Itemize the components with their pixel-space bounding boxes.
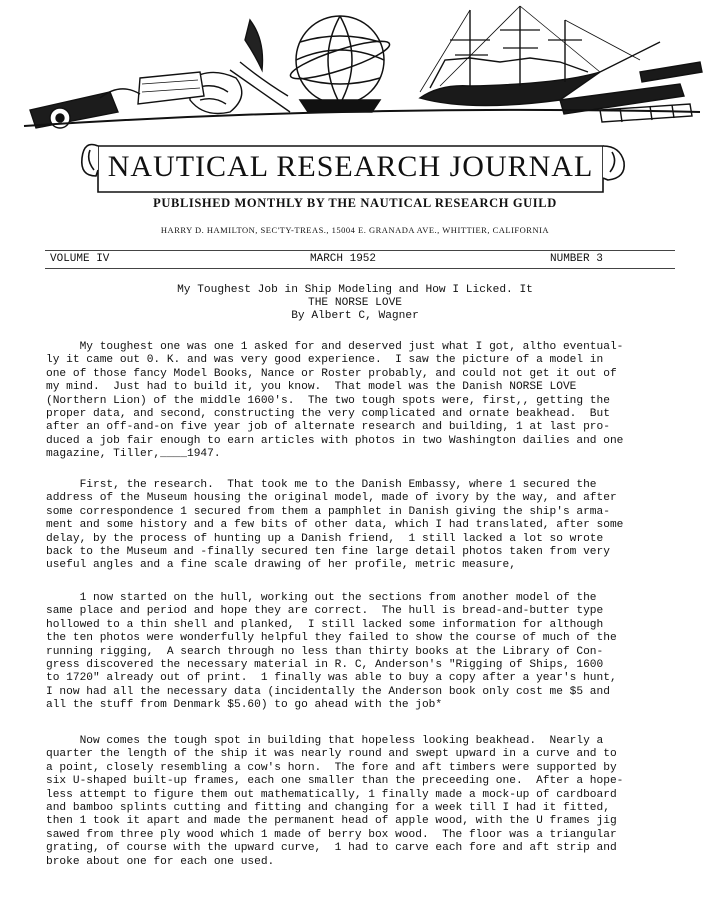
text-line: grating, of course with the upward curve, 1 had to carve each fore and aft strip and — [46, 842, 617, 855]
text-line: Now comes the tough spot in building that hopeless looking beakhead. Nearly a — [46, 735, 604, 747]
publisher-line: PUBLISHED MONTHLY BY THE NAUTICAL RESEARCH GUILD — [153, 196, 557, 210]
article-byline: By Albert C, Wagner — [291, 310, 419, 322]
text-line: duced a job fair enough to earn articles with photos in two Washington dailies and one — [46, 434, 624, 447]
volume-label: VOLUME IV — [50, 253, 110, 265]
text-line: one of those fancy Model Books, Nance or Roster probably, and could not get it out of — [46, 367, 617, 380]
text-line: all the stuff from Denmark $5.60) to go ahead with the job* — [46, 699, 443, 712]
text-line: some correspondence 1 secured from them a pamphlet in Danish giving the ship's arma- — [46, 505, 610, 518]
text-line: ly it came out 0. K. and was very good experience. I saw the picture of a model in — [46, 354, 604, 367]
instruments-drawing — [30, 20, 290, 128]
article-subtitle: THE NORSE LOVE — [308, 297, 402, 309]
text-line: address of the Museum housing the original model, made of ivory by the way, and after — [46, 492, 617, 505]
text-line: First, the research. That took me to the Danish Embassy, where 1 secured the — [46, 479, 597, 491]
text-line: hollowed to a thin shell and planked, I still lacked some information for although — [46, 618, 604, 631]
text-line: broke about one for each one used. — [46, 855, 275, 868]
text-line: running rigging, A search through no less than thirty books at the Library of Con- — [46, 645, 604, 658]
issue-date: MARCH 1952 — [310, 253, 377, 265]
text-line: My toughest one was one 1 asked for and deserved just what I got, altho eventual- — [46, 341, 624, 353]
issue-number: NUMBER 3 — [550, 253, 603, 265]
paragraph-3 — [46, 592, 670, 713]
text-line: useful angles and a fine scale drawing of her profile, metric measure, — [46, 559, 516, 572]
text-line: then 1 took it apart and made the permanent head of apple wood, with the U frames jig — [46, 815, 617, 828]
text-line: less attempt to figure them out mathematically, 1 finally made a mock-up of cardboard — [46, 788, 617, 801]
text-line: sawed from three ply wood which 1 made of berry box wood. The floor was a triangular — [46, 828, 617, 841]
issue-rule-top — [45, 250, 675, 251]
text-line: (Northern Lion) of the middle 1600's. The two tough spots were, first,, getting the — [46, 394, 610, 407]
text-line: back to the Museum and -finally secured ten fine large detail photos taken from very — [46, 546, 610, 559]
article-title: My Toughest Job in Ship Modeling and How I Licked. It — [177, 284, 533, 296]
text-line: my mind. Just had to build it, you know. That model was the Danish NORSE LOVE — [46, 381, 577, 394]
text-line: and bamboo splints cutting and fitting and changing for a week till I had it fitted, — [46, 802, 610, 815]
telescope-drawing — [560, 62, 702, 122]
text-line: the ten photos were wonderfully helpful they failed to show the course of much of the — [46, 632, 617, 645]
address-line: HARRY D. HAMILTON, SEC'TY-TREAS., 15004 E. GRANADA AVE., WHITTIER, CALIFORNIA — [160, 225, 550, 235]
text-line: magazine, Tiller,____1947. — [46, 448, 221, 461]
text-line: delay, by the process of hunting up a Danish friend, 1 still lacked a lot so wrote — [46, 532, 604, 545]
text-line: six U-shaped built-up frames, each one smaller than the preceeding one. After a hope- — [46, 775, 624, 788]
text-line: 1 now started on the hull, working out the sections from another model of the — [46, 592, 597, 604]
text-line: ment and some history and a few bits of other data, which I had translated, after some — [46, 519, 624, 532]
issue-rule-bottom — [45, 268, 675, 269]
text-line: gress discovered the necessary material in R. C, Anderson's "Rigging of Ships, 1600 — [46, 659, 604, 672]
text-line: a point, closely resembling a cow's horn. The fore and aft timbers were supported by — [46, 761, 617, 774]
text-line: to 1720" already out of print. 1 finally was able to buy a copy after a year's hunt, — [46, 672, 617, 685]
paragraph-1 — [46, 341, 670, 462]
text-line: quarter the length of the ship it was nearly round and swept upward in a curve and to — [46, 748, 617, 761]
text-line: same place and period and hope they are correct. The hull is bread-and-butter type — [46, 605, 604, 618]
text-line: proper data, and second, constructing the very complicated and ornate beakhead. But — [46, 408, 610, 421]
paragraph-2 — [46, 479, 670, 573]
text-line: I now had all the necessary data (incidentally the Anderson book only cost me $5 and — [46, 685, 610, 698]
globe-drawing — [287, 16, 392, 112]
paragraph-4 — [46, 735, 670, 869]
text-line: after an off-and-on five year job of alternate research and building, 1 at last pro- — [46, 421, 610, 434]
journal-title: NAUTICAL RESEARCH JOURNAL — [107, 150, 594, 183]
sailing-ship-drawing — [420, 6, 660, 106]
